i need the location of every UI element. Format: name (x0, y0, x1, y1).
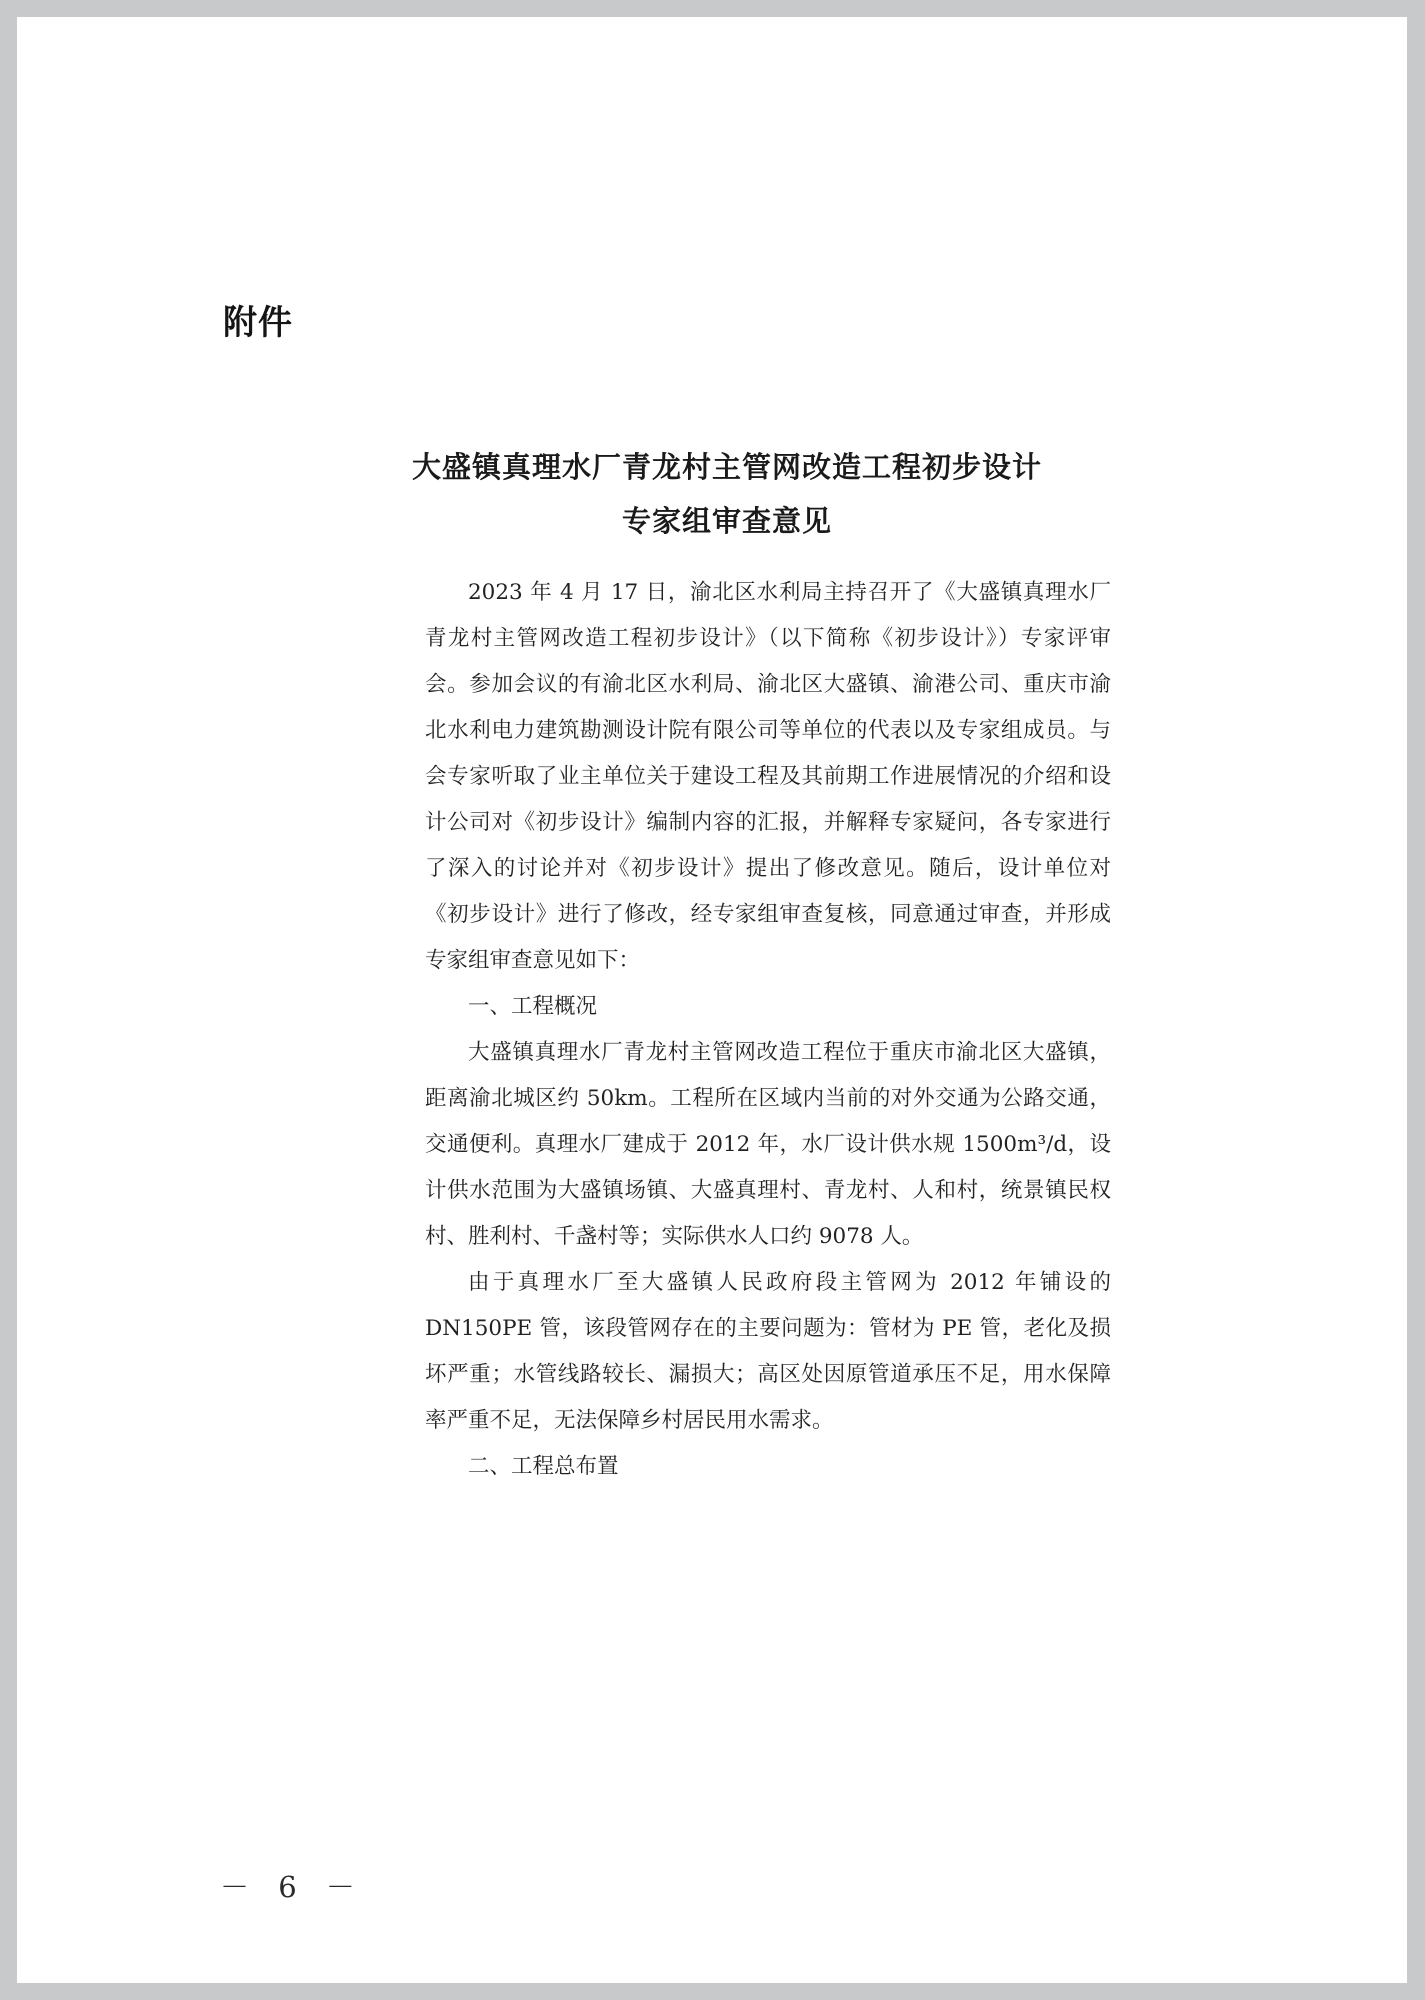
document-title-line-1: 大盛镇真理水厂青龙村主管网改造工程初步设计 (411, 450, 1042, 484)
intro-paragraph: 2023 年 4 月 17 日，渝北区水利局主持召开了《大盛镇真理水厂青龙村主管网改造工程初步设计》（以下简称《初步设计》）专家评审会。参加会议的有渝北区水利局、渝北区大盛镇、渝港公司、重庆市渝北水利电力建筑勘测设计院有限公司等单位的代表以及专家组成员。与会专家听取了业主单位关于建设工程及其前期工作进展情况的介绍和设计公司对《初步设计》编制内容的汇报，并解释专家疑问，各专家进行了深入的讨论并对《初步设计》提出了修改意见。随后，设计单位对《初步设计》进行了修改，经专家组审查复核，同意通过审查，并形成专家组审查意见如下： (425, 580, 1111, 973)
section-1-paragraph-2: 由于真理水厂至大盛镇人民政府段主管网为 2012 年铺设的 DN150PE 管，该段管网存在的主要问题为：管材为 PE 管，老化及损坏严重；水管线路较长、漏损大；高区处因原管道承压不足，用水保障率严重不足，无法保障乡村居民用水需求。 (425, 1270, 1111, 1433)
document-page (17, 17, 1407, 1983)
page-number: － 6 － (220, 1870, 365, 1904)
document-title-line-2: 专家组审查意见 (621, 504, 832, 538)
section-1-paragraph-1: 大盛镇真理水厂青龙村主管网改造工程位于重庆市渝北区大盛镇，距离渝北城区约 50km。工程所在区域内当前的对外交通为公路交通，交通便利。真理水厂建成于 2012 年，水厂设计供水规 1500m³/d，设计供水范围为大盛镇场镇、大盛真理村、青龙村、人和村，统景镇民权村、胜利村、千盏村等；实际供水人口约 9078 人。 (425, 1040, 1111, 1249)
section-1-heading: 一、工程概况 (468, 994, 598, 1019)
attachment-label: 附件 (223, 303, 293, 343)
section-2-heading: 二、工程总布置 (468, 1454, 619, 1479)
document-body (425, 570, 1111, 1490)
